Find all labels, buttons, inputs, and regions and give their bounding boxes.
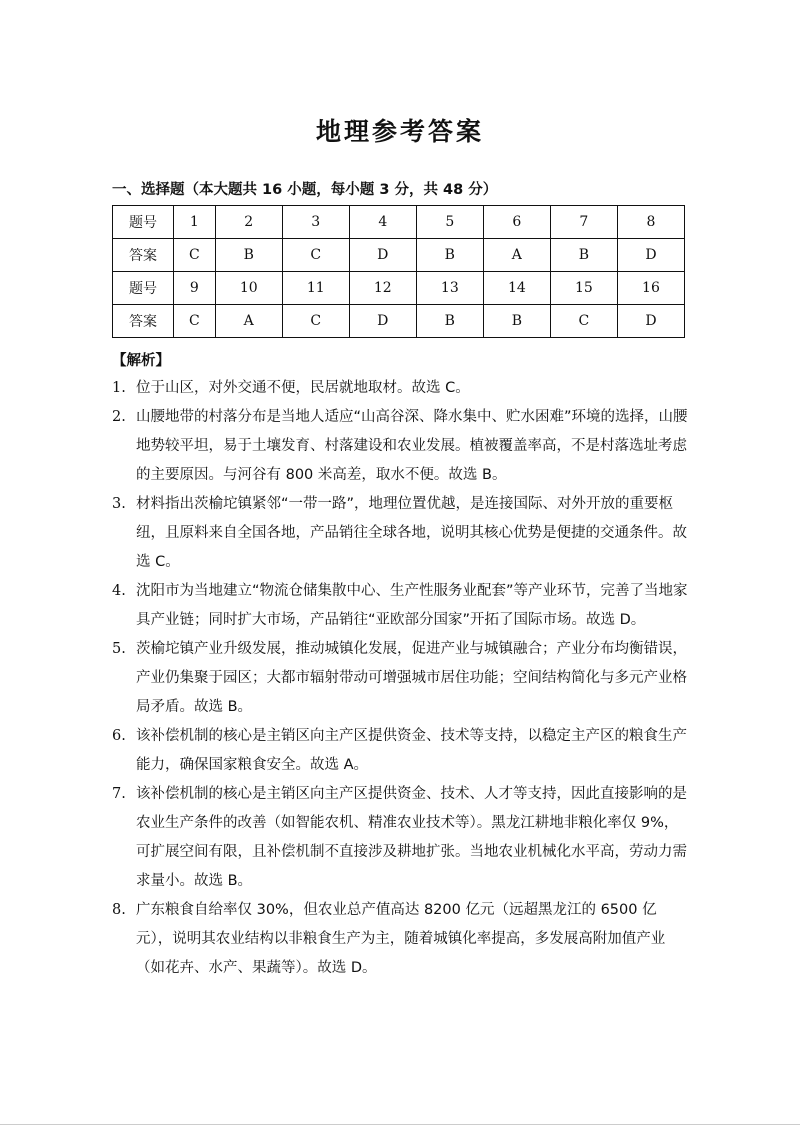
table-cell: C [282, 305, 349, 338]
table-cell: 2 [215, 206, 282, 239]
table-row-label: 题号 [113, 272, 174, 305]
item-text: 茨榆坨镇产业升级发展，推动城镇化发展，促进产业与城镇融合；产业分布均衡错误，产业仍集聚于园区；大都市辐射带动可增强城市居住功能；空间结构简化与多元产业格局矛盾。故选 B。 [136, 641, 687, 715]
table-cell: B [550, 239, 617, 272]
table-cell: D [349, 239, 416, 272]
table-cell: B [483, 305, 550, 338]
item-text: 位于山区，对外交通不便，民居就地取材。故选 C。 [136, 380, 470, 396]
item-text: 材料指出茨榆坨镇紧邻“一带一路”，地理位置优越，是连接国际、对外开放的重要枢纽，且原料来自全国各地，产品销往全球各地，说明其核心优势是便捷的交通条件。故选 C。 [136, 496, 687, 570]
table-cell: D [617, 239, 684, 272]
explanation-item [112, 780, 692, 896]
item-text: 该补偿机制的核心是主销区向主产区提供资金、技术等支持，以稳定主产区的粮食生产能力，确保国家粮食安全。故选 A。 [136, 728, 687, 773]
item-number: 2. [112, 409, 126, 425]
table-row-label: 答案 [113, 305, 174, 338]
item-number: 1. [112, 380, 126, 396]
analysis-heading: 【解析】 [112, 353, 170, 369]
table-cell: C [174, 239, 216, 272]
table-cell: 1 [174, 206, 216, 239]
table-cell: 3 [282, 206, 349, 239]
table-cell: A [483, 239, 550, 272]
table-cell: D [617, 305, 684, 338]
section-heading: 一、选择题（本大题共 16 小题，每小题 3 分，共 48 分） [112, 182, 498, 198]
answer-row [113, 305, 685, 338]
table-row-label: 题号 [113, 206, 174, 239]
item-number: 8. [112, 902, 126, 918]
answer-row [113, 239, 685, 272]
table-cell: 6 [483, 206, 550, 239]
table-cell: D [349, 305, 416, 338]
table-cell: C [174, 305, 216, 338]
table-cell: 12 [349, 272, 416, 305]
item-number: 6. [112, 728, 126, 744]
table-cell: 16 [617, 272, 684, 305]
item-text: 广东粮食自给率仅 30%，但农业总产值高达 8200 亿元（远超黑龙江的 6500 亿元），说明其农业结构以非粮食生产为主，随着城镇化率提高，多发展高附加值产业（如花卉、水产、果蔬等）。故选 D。 [136, 902, 666, 976]
table-cell: B [416, 305, 483, 338]
item-number: 3. [112, 496, 126, 512]
item-text: 该补偿机制的核心是主销区向主产区提供资金、技术、人才等支持，因此直接影响的是农业生产条件的改善（如智能农机、精准农业技术等）。黑龙江耕地非粮化率仅 9%，可扩展空间有限，且补偿机制不直接涉及耕地扩张。当地农业机械化水平高，劳动力需求量小。故选 B。 [136, 786, 687, 889]
table-cell: 15 [550, 272, 617, 305]
answer-table [112, 205, 685, 338]
table-cell: 8 [617, 206, 684, 239]
item-text: 沈阳市为当地建立“物流仓储集散中心、生产性服务业配套”等产业环节，完善了当地家具产业链；同时扩大市场，产品销往“亚欧部分国家”开拓了国际市场。故选 D。 [136, 583, 688, 628]
explanation-item [112, 896, 692, 983]
table-cell: B [215, 239, 282, 272]
table-cell: 13 [416, 272, 483, 305]
table-cell: 10 [215, 272, 282, 305]
table-cell: 14 [483, 272, 550, 305]
table-cell: 5 [416, 206, 483, 239]
explanation-item [112, 635, 692, 722]
table-cell: 9 [174, 272, 216, 305]
question-number-row [113, 272, 685, 305]
item-text: 山腰地带的村落分布是当地人适应“山高谷深、降水集中、贮水困难”环境的选择，山腰地势较平坦，易于土壤发育、村落建设和农业发展。植被覆盖率高，不是村落选址考虑的主要原因。与河谷有 800 米高差，取水不便。故选 B。 [136, 409, 688, 483]
table-cell: 11 [282, 272, 349, 305]
explanation-item [112, 374, 692, 403]
explanation-item [112, 403, 692, 490]
explanation-item [112, 722, 692, 780]
item-number: 4. [112, 583, 126, 599]
question-number-row [113, 206, 685, 239]
table-row-label: 答案 [113, 239, 174, 272]
explanation-item [112, 577, 692, 635]
table-cell: C [550, 305, 617, 338]
table-cell: B [416, 239, 483, 272]
explanation-list [112, 374, 692, 983]
table-cell: A [215, 305, 282, 338]
item-number: 5. [112, 641, 126, 657]
table-cell: 4 [349, 206, 416, 239]
item-number: 7. [112, 786, 126, 802]
page-title: 地理参考答案 [315, 117, 484, 146]
table-cell: 7 [550, 206, 617, 239]
page-bottom-rule [0, 1124, 800, 1125]
explanation-item [112, 490, 692, 577]
table-cell: C [282, 239, 349, 272]
